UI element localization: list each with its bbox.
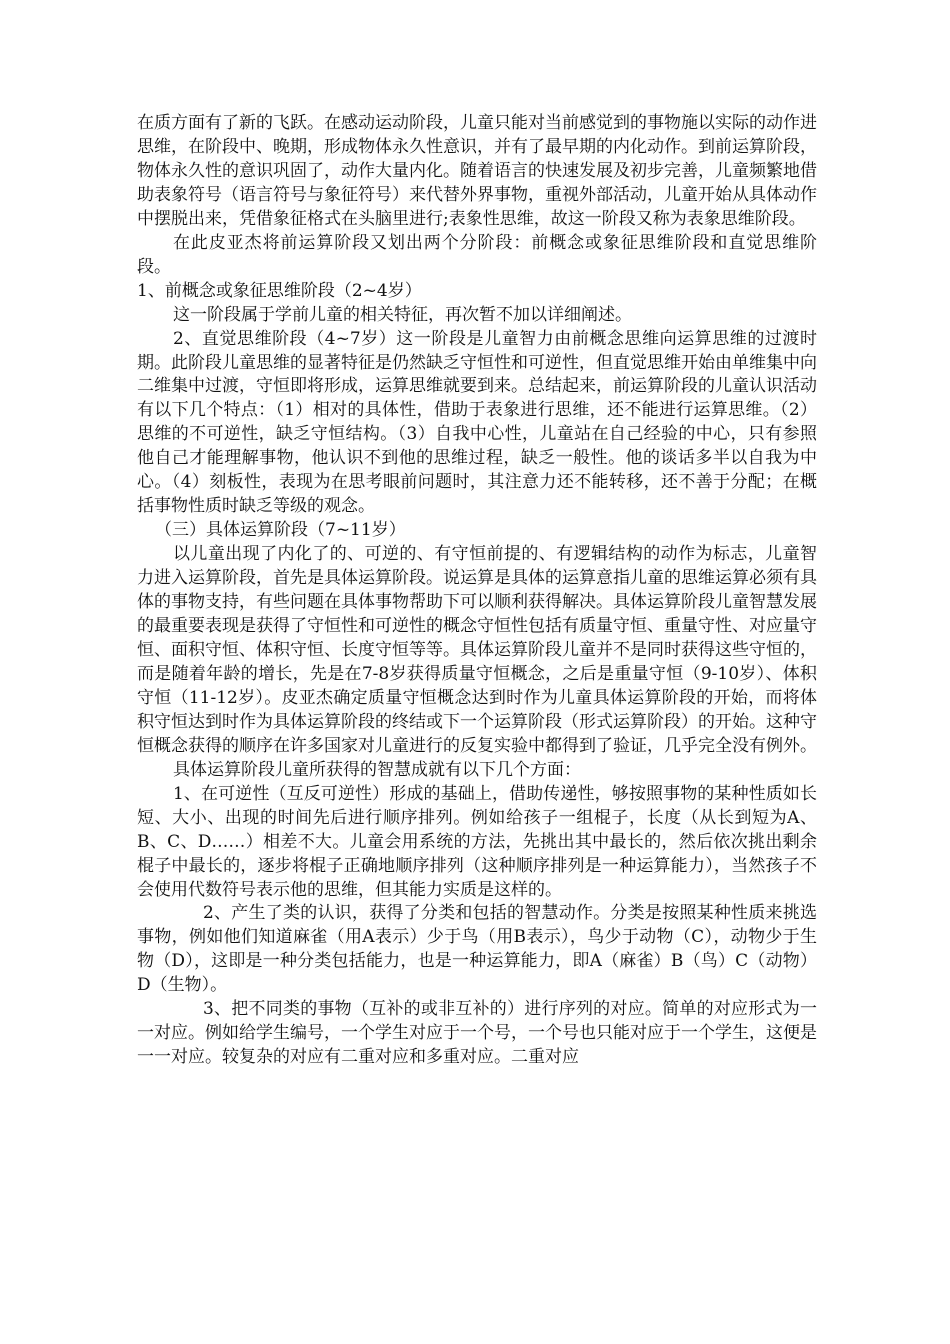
paragraph-7: 1、在可逆性（互反可逆性）形成的基础上，借助传递性，够按照事物的某种性质如长短、大小、出现的时间先后进行顺序排列。例如给孩子一组棍子，长度（从长到短为A、B、C、D……）相差不大。儿童会用系统的方法，先挑出其中最长的，然后依次挑出剩余棍子中最长的，逐步将棍子正确地顺序排列（这种顺序排列是一种运算能力），当然孩子不会使用代数符号表示他的思维，但其能力实质是这样的。 <box>137 783 817 900</box>
paragraph-3: 这一阶段属于学前儿童的相关特征，再次暂不加以详细阐述。 <box>173 304 632 325</box>
paragraph-6: 具体运算阶段儿童所获得的智慧成就有以下几个方面： <box>173 759 581 780</box>
paragraph-4: 2、直觉思维阶段（4~7岁）这一阶段是儿童智力由前概念思维向运算思维的过渡时期。此阶段儿童思维的显著特征是仍然缺乏守恒性和可逆性，但直觉思维开始由单维集中向二维集中过渡，守恒即将形成，运算思维就要到来。总结起来，前运算阶段的儿童认识活动有以下几个特点：（1）相对的具体性，借助于表象进行思维，还不能进行运算思维。（2）思维的不可逆性，缺乏守恒结构。（3）自我中心性，儿童站在自己经验的中心，只有参照他自己才能理解事物，他认识不到他的思维过程，缺乏一般性。他的谈话多半以自我为中心。（4）刻板性，表现为在思考眼前问题时，其注意力还不能转移，还不善于分配；在概括事物性质时缺乏等级的观念。 <box>137 328 817 517</box>
paragraph-1: 在质方面有了新的飞跃。在感动运动阶段，儿童只能对当前感觉到的事物施以实际的动作进思维，在阶段中、晚期，形成物体永久性意识，并有了最早期的内化动作。到前运算阶段，物体永久性的意识巩固了，动作大量内化。随着语言的快速发展及初步完善，儿童频繁地借助表象符号（语言符号与象征符号）来代替外界事物，重视外部活动，儿童开始从具体动作中摆脱出来，凭借象征格式在头脑里进行;表象性思维，故这一阶段又称为表象思维阶段。 <box>137 113 817 229</box>
document-body <box>137 112 817 1070</box>
section-heading-preconcept: 1、前概念或象征思维阶段（2~4岁） <box>137 280 422 301</box>
paragraph-8: 2、产生了类的认识，获得了分类和包括的智慧动作。分类是按照某种性质来挑选事物，例如他们知道麻雀（用A表示）少于鸟（用B表示），鸟少于动物（C），动物少于生物（D），这即是一种分类包括能力，也是一种运算能力，即A（麻雀）B（鸟）C（动物）D（生物）。 <box>137 903 817 996</box>
paragraph-9: 3、把不同类的事物（互补的或非互补的）进行序列的对应。简单的对应形式为一一对应。例如给学生编号，一个学生对应于一个号，一个号也只能对应于一个学生，这便是一一对应。较复杂的对应有二重对应和多重对应。二重对应 <box>137 999 817 1068</box>
paragraph-5: 以儿童出现了内化了的、可逆的、有守恒前提的、有逻辑结构的动作为标志，儿童智力进入运算阶段，首先是具体运算阶段。说运算是具体的运算意指儿童的思维运算必须有具体的事物支持，有些问题在具体事物帮助下可以顺利获得解决。具体运算阶段儿童智慧发展的最重要表现是获得了守恒性和可逆性的概念守恒性包括有质量守恒、重量守性、对应量守恒、面积守恒、体积守恒、长度守恒等等。具体运算阶段儿童并不是同时获得这些守恒的，而是随着年龄的增长，先是在7-8岁获得质量守恒概念，之后是重量守恒（9-10岁）、体积守恒（11-12岁）。皮亚杰确定质量守恒概念达到时作为儿童具体运算阶段的开始，而将体积守恒达到时作为具体运算阶段的终结或下一个运算阶段（形式运算阶段）的开始。这种守恒概念获得的顺序在许多国家对儿童进行的反复实验中都得到了验证，几乎完全没有例外。 <box>137 544 817 756</box>
paragraph-2: 在此皮亚杰将前运算阶段又划出两个分阶段：前概念或象征思维阶段和直觉思维阶段。 <box>137 232 817 277</box>
section-heading-concrete: （三）具体运算阶段（7~11岁） <box>155 520 406 541</box>
